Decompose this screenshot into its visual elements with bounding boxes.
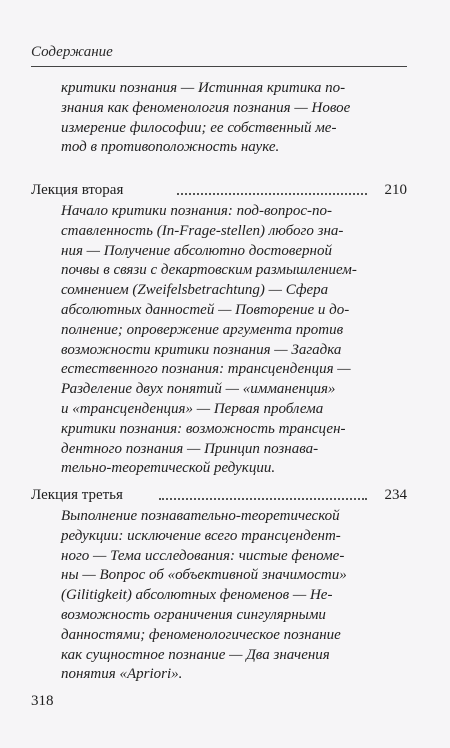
summary-line: почвы в связи с декартовским размышлением- xyxy=(61,262,357,279)
dot-leader xyxy=(159,498,367,500)
summary-line: полнение; опровержение аргумента против xyxy=(61,321,344,338)
summary-line: тельно-теоретической редукции. xyxy=(61,460,276,477)
summary-line: ставленность (In-Frage-stellen) любого зна- xyxy=(61,222,344,239)
summary-line: возможности критики познания — Загадка xyxy=(61,341,342,358)
summary-line: данностями; феноменологическое познание xyxy=(61,626,341,643)
summary-line: знания как феноменология познания — Новое xyxy=(61,99,351,116)
summary-line: измерение философии; ее собственный ме- xyxy=(61,119,337,136)
summary-line: естественного познания: трансценденция — xyxy=(61,361,351,378)
summary-line: тод в противоположность науке. xyxy=(61,139,280,156)
dot-leader xyxy=(177,193,367,195)
summary-line: ного — Тема исследования: чистые феноме- xyxy=(61,547,345,564)
header-rule xyxy=(31,66,407,67)
summary-line: абсолютных данностей — Повторение и до- xyxy=(61,301,350,318)
summary-line: сомнением (Zweifelsbetrachtung) — Сфера xyxy=(61,282,329,299)
summary-line: Начало критики познания: под-вопрос-по- xyxy=(61,203,332,219)
summary-line: понятия «Apriori». xyxy=(61,666,183,683)
summary-line: как сущностное познание — Два значения xyxy=(61,646,330,663)
summary-line: критики познания: возможность трансцен- xyxy=(61,420,346,437)
page-number: 318 xyxy=(31,693,54,709)
toc-entry-title: Лекция третья xyxy=(31,487,123,503)
summary-line: Разделение двух понятий — «имманенция» xyxy=(61,381,336,398)
running-head: Содержание xyxy=(31,44,113,60)
summary-line: редукции: исключение всего трансцендент- xyxy=(61,527,341,544)
intro-summary xyxy=(61,79,406,158)
summary-line: дентного познания — Принцип познава- xyxy=(61,440,319,457)
toc-entry-lecture-3[interactable] xyxy=(31,485,407,505)
summary-line: ния — Получение абсолютно достоверной xyxy=(61,242,332,259)
summary-line: Выполнение познавательно-теоретической xyxy=(61,508,340,524)
summary-line: ны — Вопрос об «объективной значимости» xyxy=(61,567,347,584)
toc-entry-page: 210 xyxy=(384,182,407,198)
lecture-2-summary xyxy=(61,202,406,479)
toc-entry-page: 234 xyxy=(384,487,407,503)
summary-line: критики познания — Истинная критика по- xyxy=(61,80,346,96)
summary-line: (Gilitigkeit) абсолютных феноменов — Не- xyxy=(61,587,333,604)
lecture-3-summary xyxy=(61,507,406,685)
summary-line: и «трансценденция» — Первая проблема xyxy=(61,400,324,417)
toc-entry-lecture-2[interactable] xyxy=(31,180,407,200)
toc-entry-title: Лекция вторая xyxy=(31,182,124,198)
summary-line: возможность ограничения сингулярными xyxy=(61,606,326,623)
